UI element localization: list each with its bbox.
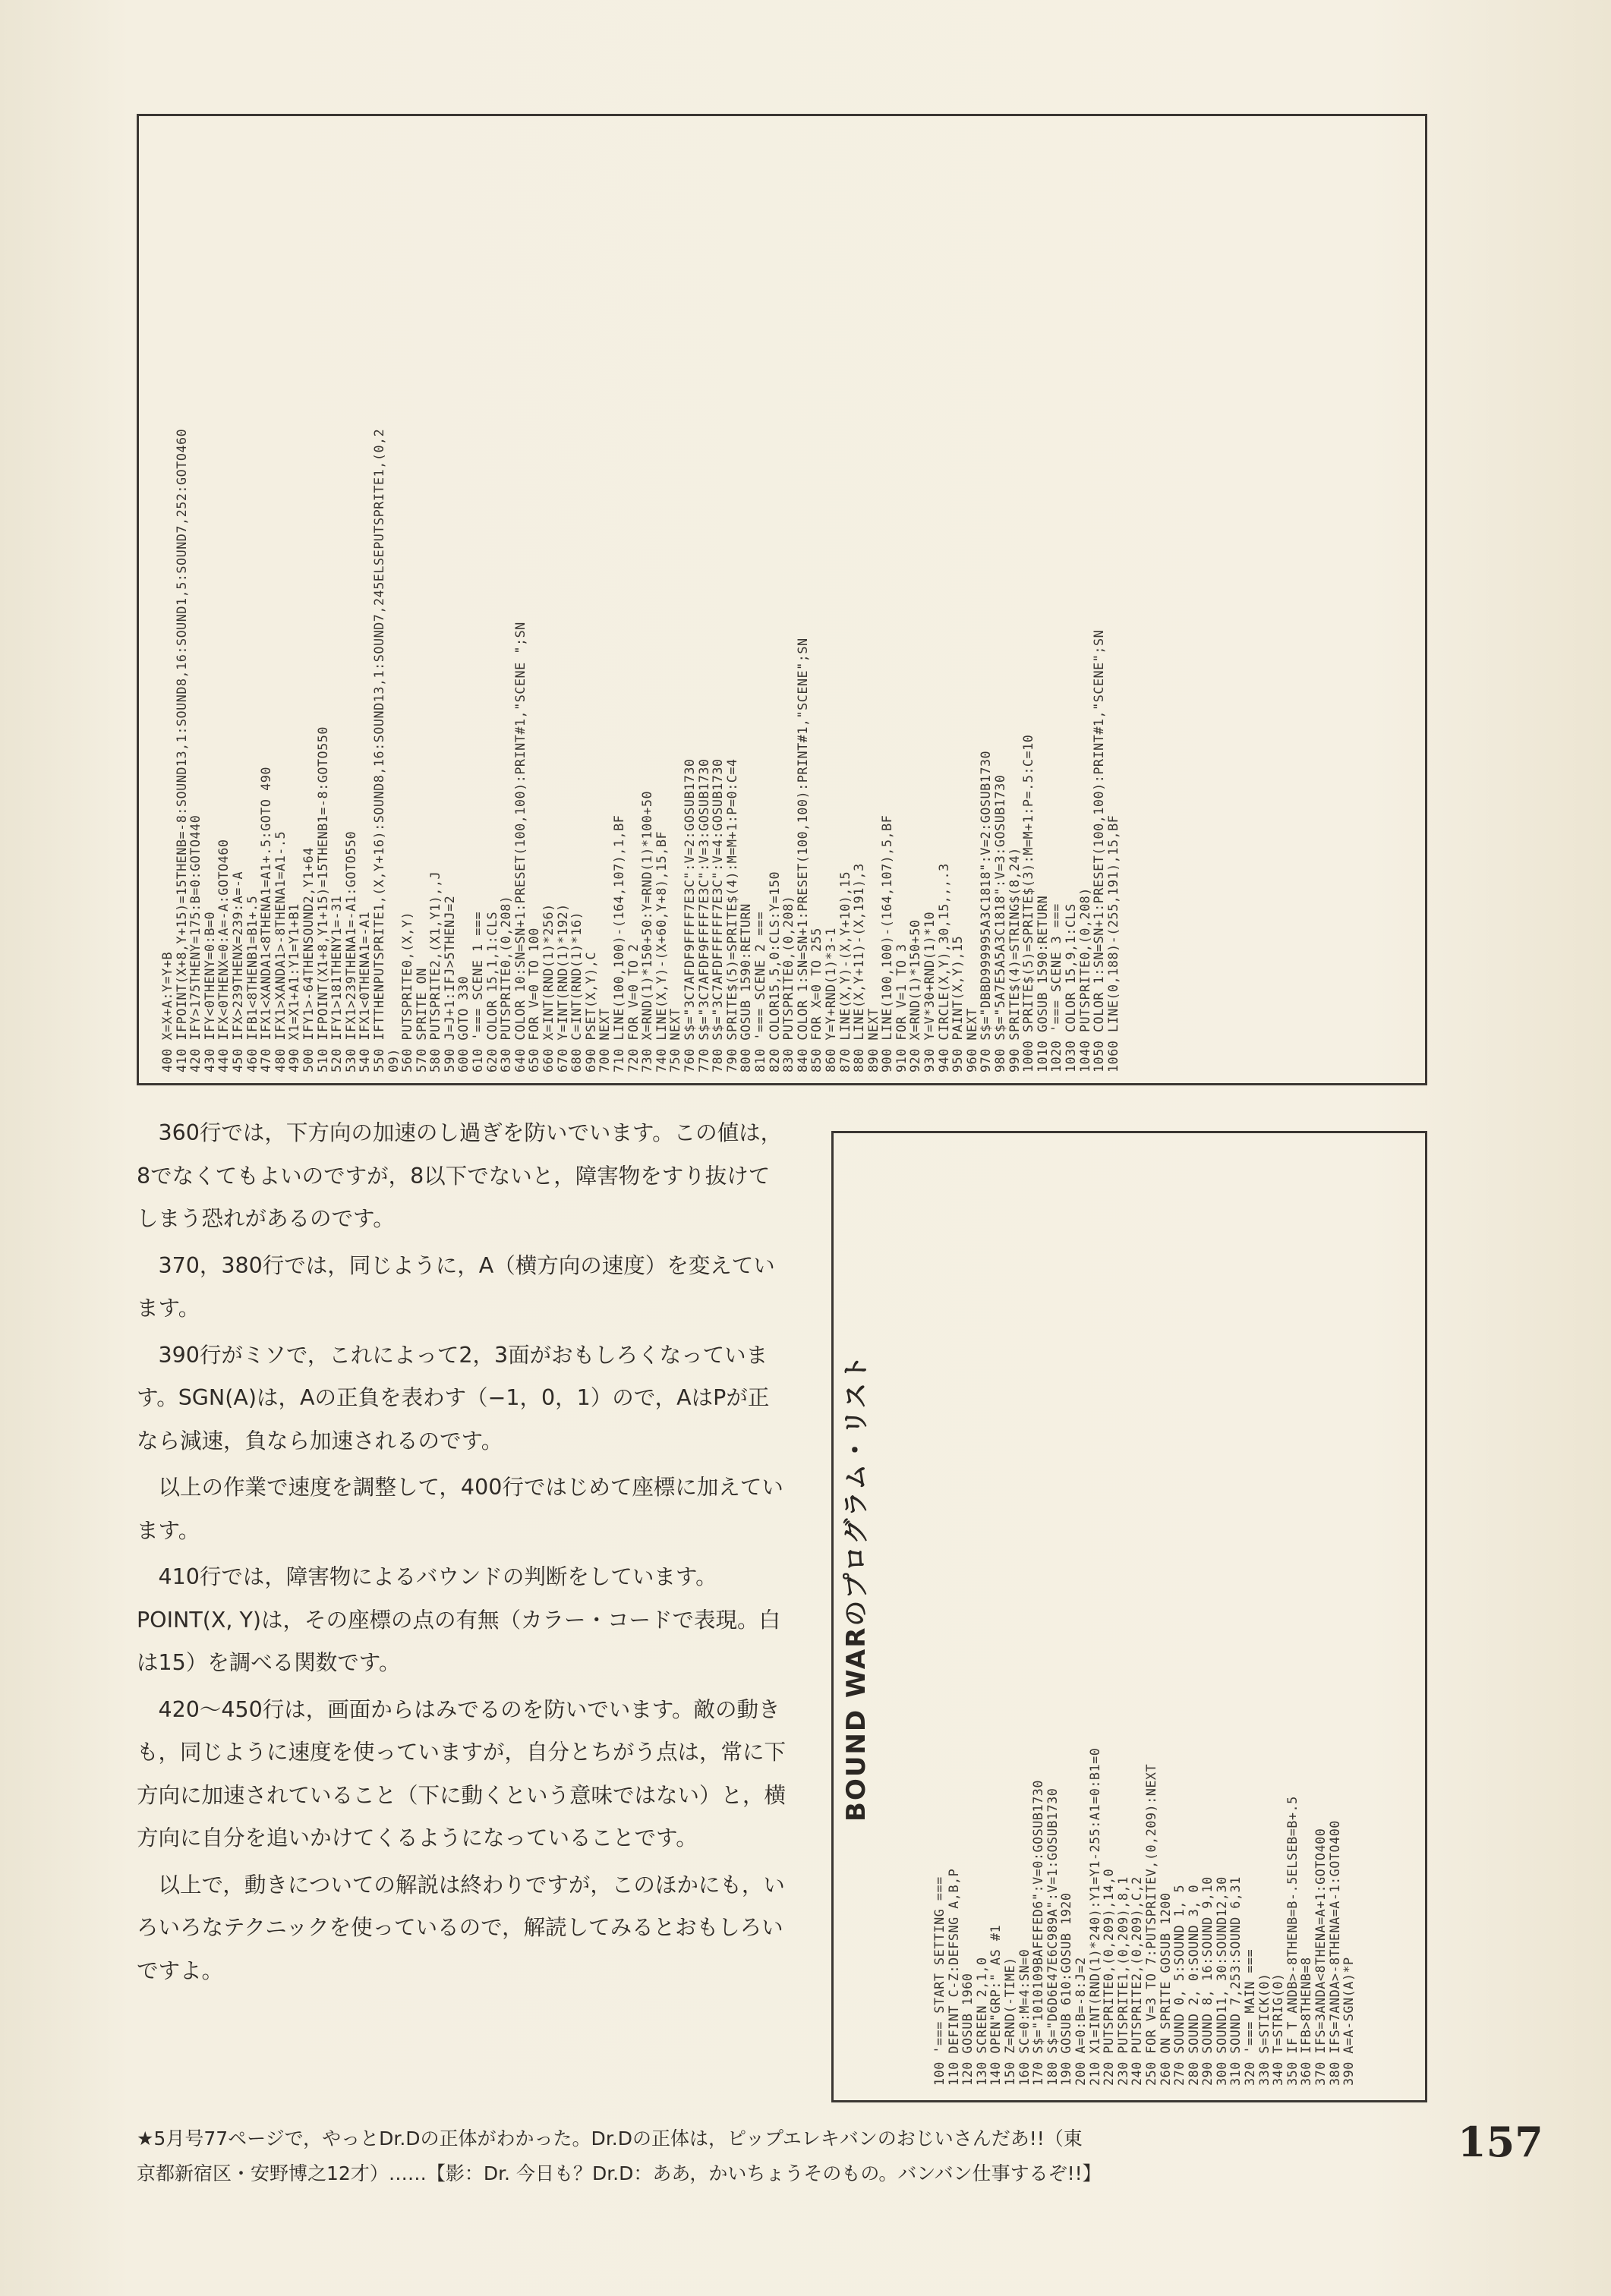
code-line: 220 PUTSPRITE0,(0,209),14,0 <box>1101 1868 1117 2086</box>
code-line: 250 FOR V=3 TO 7:PUTSPRITEV,(0,209):NEXT <box>1143 1763 1159 2086</box>
code-line: 150 Z=RND(-TIME) <box>1001 1957 1017 2086</box>
code-line: 1010 GOSUB 1590:RETURN <box>1034 895 1050 1072</box>
code-line: 1000 SPRITE$(5)=SPRITE$(3):M=M+1:P=.5:C=10 <box>1020 734 1036 1072</box>
code-line: 830 PUTSPRITE0,(0,208) <box>780 895 796 1072</box>
code-line: 490 X1=X1+A1:Y1=Y1+B1 <box>286 903 302 1072</box>
code-line: 600 GOTO 330 <box>456 975 471 1072</box>
article-paragraph: 以上の作業で速度を調整して，400行ではじめて座標に加えています。 <box>137 1475 783 1543</box>
code-line: 900 LINE(100,100)-(164,107),5,BF <box>879 814 895 1072</box>
code-line: 800 GOSUB 1590:RETURN <box>738 903 754 1072</box>
listing-title: BOUND WARのプログラム・リスト <box>841 1353 872 1822</box>
code-line: 210 X1=INT(RND(1)*240):Y1=Y1-255:A1=0:B1=0 <box>1086 1747 1102 2086</box>
code-line: 550 IFTTHENPUTSPRITE1,(X,Y+16):SOUND8,16:SOUND13,1:SOUND7,245ELSEPUTSPRITE1,(0,2 <box>370 428 386 1072</box>
code-line: 910 FOR V=1 TO 3 <box>893 943 909 1072</box>
code-line: 930 Y=V*30+RND(1)*10 <box>922 911 938 1072</box>
program-listing-bottom-rotated <box>932 1152 1403 2086</box>
article-paragraph: 390行がミソで，これによって2，3面がおもしろくなっています。SGN(A)は，Aの正負を表わす（−1，0，1）ので，AはPが正なら減速，負なら加速されるのです。 <box>137 1342 770 1454</box>
code-line: 870 LINE(X,Y)-(X,Y+10),15 <box>837 871 853 1072</box>
code-line: 130 SCREEN 2,1,0 <box>973 1957 989 2086</box>
code-line: 520 IFY1>181THENY1=-31 <box>329 895 345 1072</box>
code-line: 850 FOR X=0 TO 255 <box>809 928 824 1072</box>
code-line: 840 COLOR 1:SN=SN+1:PRESET(100,100):PRINT#1,"SCENE";SN <box>794 638 810 1072</box>
code-line: 1030 COLOR 15,9,1:CLS <box>1063 903 1078 1072</box>
code-line: 770 S$="3C7AFDF9FFFF7E3C":V=3:GOSUB1730 <box>695 758 711 1072</box>
code-line: 860 Y=Y+RND(1)*3-1 <box>822 928 838 1072</box>
code-line: 980 S$="5A7E5A5A3C1818":V=3:GOSUB1730 <box>992 774 1008 1072</box>
code-line: 580 PUTSPRITE2,(X1,Y1),,J <box>427 871 443 1072</box>
code-line: 630 PUTSPRITE0,(0,208) <box>498 895 514 1072</box>
code-line: 660 X=INT(RND(1)*256) <box>541 903 556 1072</box>
code-line: 990 SPRITE$(4)=STRING$(8,24) <box>1006 847 1022 1072</box>
code-line: 810 '=== SCENE 2 === <box>752 911 768 1072</box>
code-line: 100 '=== START SETTING === <box>932 1876 947 2086</box>
code-line: 1020 '=== SCENE 3 === <box>1048 903 1064 1072</box>
code-line: 370 IFS=3ANDA<8THENA=A+1:GOTO400 <box>1313 1828 1329 2086</box>
reader-note <box>137 2121 1389 2191</box>
code-line: 310 SOUND 7,253:SOUND 6,31 <box>1228 1876 1244 2086</box>
code-line: 650 FOR V=0 TO 100 <box>526 928 542 1072</box>
code-line: 960 NEXT <box>963 1008 979 1072</box>
code-line: 300 SOUND11, 30:SOUND12,30 <box>1213 1876 1229 2086</box>
code-line: 610 '=== SCENE 1 === <box>470 911 486 1072</box>
reader-note-line: ★5月号77ページで，やっとDr.Dの正体がわかった。Dr.Dの正体は，ピップエレキバンのおじいさんだあ!!（東 <box>137 2128 1083 2150</box>
code-line: 560 PUTSPRITE0,(X,Y) <box>399 911 415 1072</box>
code-line: 320 '=== MAIN === <box>1242 1948 1258 2086</box>
code-line: 290 SOUND 8, 16:SOUND 9,10 <box>1200 1876 1215 2086</box>
code-line: 500 IFY1>-64THENSOUND2,Y1+64 <box>300 847 316 1072</box>
code-line: 700 NEXT <box>597 1008 613 1072</box>
code-line: 760 S$="3C7AFDF9FFFF7E3C":V=2:GOSUB1730 <box>681 758 697 1072</box>
code-line: 360 IFB>8THENB=8 <box>1298 1957 1314 2086</box>
code-line: 1050 COLOR 1:SN=SN+1:PRESET(100,100):PRINT#1,"SCENE";SN <box>1091 629 1107 1072</box>
code-line: 120 GOSUB 1960 <box>960 1973 976 2086</box>
code-line: 140 OPEN"GRP:" AS #1 <box>988 1924 1004 2086</box>
code-line: 530 IFX1>239THENA1=-A1:GOTO550 <box>342 830 358 1072</box>
code-line: 820 COLOR15,5,0:CLS:Y=150 <box>766 871 782 1072</box>
code-line: 180 S$="D6D6E47E6C989A":V=1:GOSUB1730 <box>1044 1787 1060 2086</box>
code-line: 540 IFX1<0THENA1=-A1 <box>357 911 373 1072</box>
program-listing-bottom-code <box>932 1152 1356 2086</box>
article-paragraph: 370，380行では，同じように，A（横方向の速度）を変えています。 <box>137 1252 775 1321</box>
code-line: 09) <box>385 1048 401 1072</box>
code-line: 620 COLOR 15,1,1:CLS <box>484 911 500 1072</box>
code-line: 590 J=J+1:IFJ>5THENJ=2 <box>441 895 457 1072</box>
code-line: 640 COLOR 10:SN=SN+1:PRESET(100,100):PRINT#1,"SCENE ";SN <box>512 622 528 1072</box>
code-line: 780 S$="3C7AFDFFFFFF7E3C":V=4:GOSUB1730 <box>710 758 726 1072</box>
page-number: 157 <box>1458 2118 1543 2166</box>
code-line: 450 IFX>239THENX=239:A=-A <box>229 871 245 1072</box>
code-line: 170 S$="1010109BAFEFED6":V=0:GOSUB1730 <box>1030 1780 1046 2086</box>
code-line: 240 PUTSPRITE2,(0,209),C,2 <box>1129 1876 1145 2086</box>
code-line: 190 GOSUB 610:GOSUB 1920 <box>1058 1892 1074 2086</box>
code-line: 420 IFY>175THENY=175:B=0:GOTO440 <box>188 814 203 1072</box>
article-paragraph: 360行では，下方向の加速のし過ぎを防いでいます。この値は，8でなくてもよいのですが，8以下でないと，障害物をすり抜けてしまう恐れがあるのです。 <box>137 1120 783 1231</box>
code-line: 260 ON SPRITE GOSUB 1200 <box>1157 1892 1173 2086</box>
article-paragraph: 410行では，障害物によるバウンドの判断をしています。POINT(X, Y)は，その座標の点の有無（カラー・コードで表現。白は15）を調べる関数です。 <box>137 1564 781 1675</box>
code-line: 940 CIRCLE(X,Y),30,15,,,.3 <box>935 863 951 1072</box>
code-line: 340 T=STRIG(0) <box>1270 1973 1286 2086</box>
code-line: 950 PAINT(X,Y),15 <box>950 935 966 1072</box>
code-line: 460 IFB1<8THENB1=B1+.5 <box>244 895 260 1072</box>
code-line: 740 LINE(X,Y)-(X+60,Y+8),15,BF <box>653 830 669 1072</box>
code-line: 440 IFX<0THENX=0:A=-A:GOTO460 <box>216 839 232 1072</box>
code-line: 390 A=A-SGN(A)*P <box>1341 1957 1357 2086</box>
code-line: 730 X=RND(1)*150+50:Y=RND(1)*100+50 <box>639 790 655 1072</box>
code-line: 110 DEFINT C-Z:DEFSNG A,B,P <box>945 1868 961 2086</box>
code-line: 200 A=0:B=-8:J=2 <box>1072 1957 1088 2086</box>
code-line: 710 LINE(100,100)-(164,107),1,BF <box>611 814 626 1072</box>
code-line: 430 IFY<0THENY=0:B=0 <box>201 911 217 1072</box>
code-line: 920 X=RND(1)*150+50 <box>907 919 923 1072</box>
program-listing-top-rotated <box>160 139 1420 1072</box>
code-line: 750 NEXT <box>667 1008 683 1072</box>
code-line: 350 IF T ANDB>-8THENB=B-.5ELSEB=B+.5 <box>1284 1796 1300 2086</box>
program-listing-bottom <box>831 1131 1427 2102</box>
code-line: 280 SOUND 2, 0:SOUND 3, 0 <box>1185 1884 1201 2086</box>
article-paragraph: 420〜450行は，画面からはみでるのを防いでいます。敵の動きも，同じように速度を使っていますが，自分とちがう点は，常に下方向に加速されていること（下に動くという意味ではない）と，横方向に自分を追いかけてくるようになっていることです。 <box>137 1696 787 1850</box>
code-line: 380 IFS=7ANDA>-8THENA=A-1:GOTO400 <box>1326 1820 1342 2086</box>
code-line: 330 S=STICK(0) <box>1256 1973 1272 2086</box>
article-body <box>137 1112 790 1996</box>
code-line: 1060 LINE(0,188)-(255,191),15,BF <box>1105 814 1121 1072</box>
code-line: 230 PUTSPRITE1,(0,209),8,1 <box>1114 1876 1130 2086</box>
code-line: 790 SPRITE$(5)=SPRITE$(4):M=M+1:P=0:C=4 <box>724 758 739 1072</box>
code-line: 880 LINE(X,Y+11)-(X,191),3 <box>851 863 867 1072</box>
program-listing-top <box>137 114 1427 1085</box>
code-line: 720 FOR V=0 TO 2 <box>625 943 641 1072</box>
code-line: 270 SOUND 0, 5:SOUND 1, 5 <box>1171 1884 1187 2086</box>
code-line: 480 IFX1>XANDA1>-8THENA1=A1-.5 <box>272 830 288 1072</box>
code-line: 670 Y=INT(RND(1)*192) <box>554 903 570 1072</box>
reader-note-line: 京都新宿区・安野博之12才）……【影：Dr. 今日も？Dr.D：ああ，かいちょうそのもの。バンバン仕事するぞ!!】 <box>137 2162 1102 2184</box>
code-line: 570 SPRITE ON <box>413 968 429 1072</box>
code-line: 160 SC=0:M=4:SN=0 <box>1016 1948 1032 2086</box>
code-line: 690 PSET(X,Y),C <box>582 951 598 1072</box>
article-paragraph: 以上で，動きについての解説は終わりですが，このほかにも，いろいろなテクニックを使っているので，解読してみるとおもしろいですよ。 <box>137 1872 785 1983</box>
code-line: 1040 PUTSPRITE0,(0,208) <box>1077 887 1092 1072</box>
code-line: 400 X=X+A:Y=Y+B <box>159 951 175 1072</box>
code-line: 890 NEXT <box>865 1008 881 1072</box>
program-listing-top-code <box>160 139 1120 1072</box>
code-line: 470 IFX1<XANDA1<8THENA1=A1+.5:GOTO 490 <box>258 767 274 1072</box>
code-line: 510 IFPOINT(X1+8,Y1+15)=15THENB1=-8:GOTO550 <box>314 726 330 1072</box>
code-line: 970 S$="DBBD999995A3C1818":V=2:GOSUB1730 <box>978 750 994 1072</box>
code-line: 680 C=INT(RND(1)*16) <box>569 911 585 1072</box>
code-line: 410 IFPOINT(X+8,Y+15)=15THENB=-8:SOUND13,1:SOUND8,16:SOUND1,5:SOUND7,252:GOTO460 <box>173 428 189 1072</box>
